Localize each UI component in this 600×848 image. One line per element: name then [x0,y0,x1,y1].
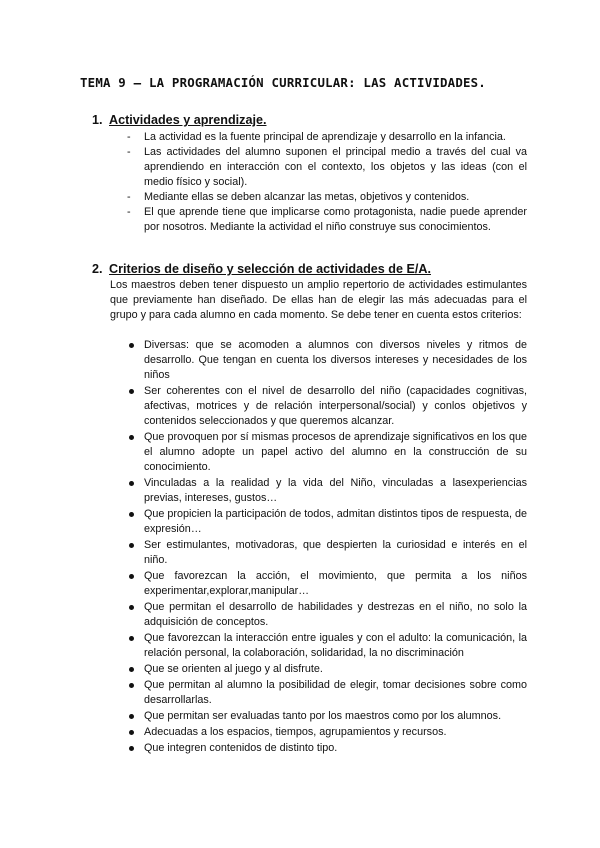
section-2-list [127,338,527,757]
bullet-icon [129,512,134,517]
list-item-text: Que permitan ser evaluadas tanto por los maestros como por los alumnos. [144,710,502,722]
bullet-icon [129,636,134,641]
list-item: - Las actividades del alumno suponen el principal medio a través del cual va aprendiendo en interacción con el contexto, los objetos y las ideas (con el medio físico y social). [127,145,527,190]
list-item-text: Que propicien la participación de todos, admitan distintos tipos de respuesta, de expresión… [144,508,527,535]
list-item: - Mediante ellas se deben alcanzar las metas, objetivos y contenidos. [127,190,527,205]
list-item [127,476,527,506]
list-item-text: Que favorezcan la interacción entre iguales y con el adulto: la comunicación, la relación personal, la colaboración, solidaridad, la no discriminación [144,632,527,659]
list-item [127,507,527,537]
list-item-text: Que provoquen por sí mismas procesos de aprendizaje significativos en los que el alumno adopte un papel activo del alumno en la construcción de su conocimiento. [144,431,527,473]
bullet-icon [129,574,134,579]
list-item [127,600,527,630]
section-title: Actividades y aprendizaje. [109,113,267,127]
page-title: TEMA 9 – LA PROGRAMACIÓN CURRICULAR: LAS ACTIVIDADES. [80,75,486,90]
bullet-icon [129,343,134,348]
bullet-icon [129,667,134,672]
list-item [127,338,527,383]
list-item [127,631,527,661]
list-item-text: Que permitan el desarrollo de habilidades y destrezas en el niño, no solo la adquisición de conceptos. [144,601,527,628]
bullet-icon [129,683,134,688]
bullet-icon [129,435,134,440]
list-item-text: Vinculadas a la realidad y la vida del Niño, vinculadas a lasexperiencias previas, intereses, gustos… [144,477,527,504]
list-item-text: Que integren contenidos de distinto tipo. [144,742,338,754]
section-number: 2. [92,262,103,276]
bullet-icon [129,730,134,735]
section-2-intro: Los maestros deben tener dispuesto un amplio repertorio de actividades estimulantes que previamente han diseñado. De ellas han de elegir las más adecuadas para el grupo y para cada alumno en cada momento. Se debe tener en cuenta estos criterios: [110,279,527,321]
list-item [127,678,527,708]
list-item [127,741,527,756]
list-item [127,430,527,475]
bullet-icon [129,389,134,394]
list-item: - La actividad es la fuente principal de aprendizaje y desarrollo en la infancia. [127,130,527,145]
section-number: 1. [92,113,103,127]
bullet-icon [129,543,134,548]
list-item-text: Ser estimulantes, motivadoras, que despierten la curiosidad e interés en el niño. [144,539,527,566]
bullet-icon [129,714,134,719]
list-item [127,384,527,429]
list-item-text: Ser coherentes con el nivel de desarrollo del niño (capacidades cognitivas, afectivas, motrices y de relación interpersonal/social) y conlos objetivos y contenidos seleccionados y que queremos alcanzar. [144,385,527,427]
list-item [127,709,527,724]
list-item-text: Que permitan al alumno la posibilidad de elegir, tomar decisiones sobre como desarrollarlas. [144,679,527,706]
list-item [127,725,527,740]
list-item [127,538,527,568]
list-item [127,569,527,599]
list-item-text: Adecuadas a los espacios, tiempos, agrupamientos y recursos. [144,726,447,738]
list-item: - El que aprende tiene que implicarse como protagonista, nadie puede aprender por nosotros. Mediante la actividad el niño construye sus conocimientos. [127,205,527,235]
list-item-text: Que favorezcan la acción, el movimiento, que permita a los niños experimentar,explorar,manipular… [144,570,527,597]
section-1-heading [92,113,266,127]
section-2-heading [92,262,431,276]
list-item-text: Que se orienten al juego y al disfrute. [144,663,323,675]
section-title: Criterios de diseño y selección de actividades de E/A. [109,262,431,276]
section-1-list [127,130,527,235]
bullet-icon [129,746,134,751]
list-item-text: Diversas: que se acomoden a alumnos con diversos niveles y ritmos de desarrollo. Que tengan en cuenta los diversos intereses y necesidades de los niños [144,339,527,381]
list-item [127,662,527,677]
bullet-icon [129,481,134,486]
bullet-icon [129,605,134,610]
